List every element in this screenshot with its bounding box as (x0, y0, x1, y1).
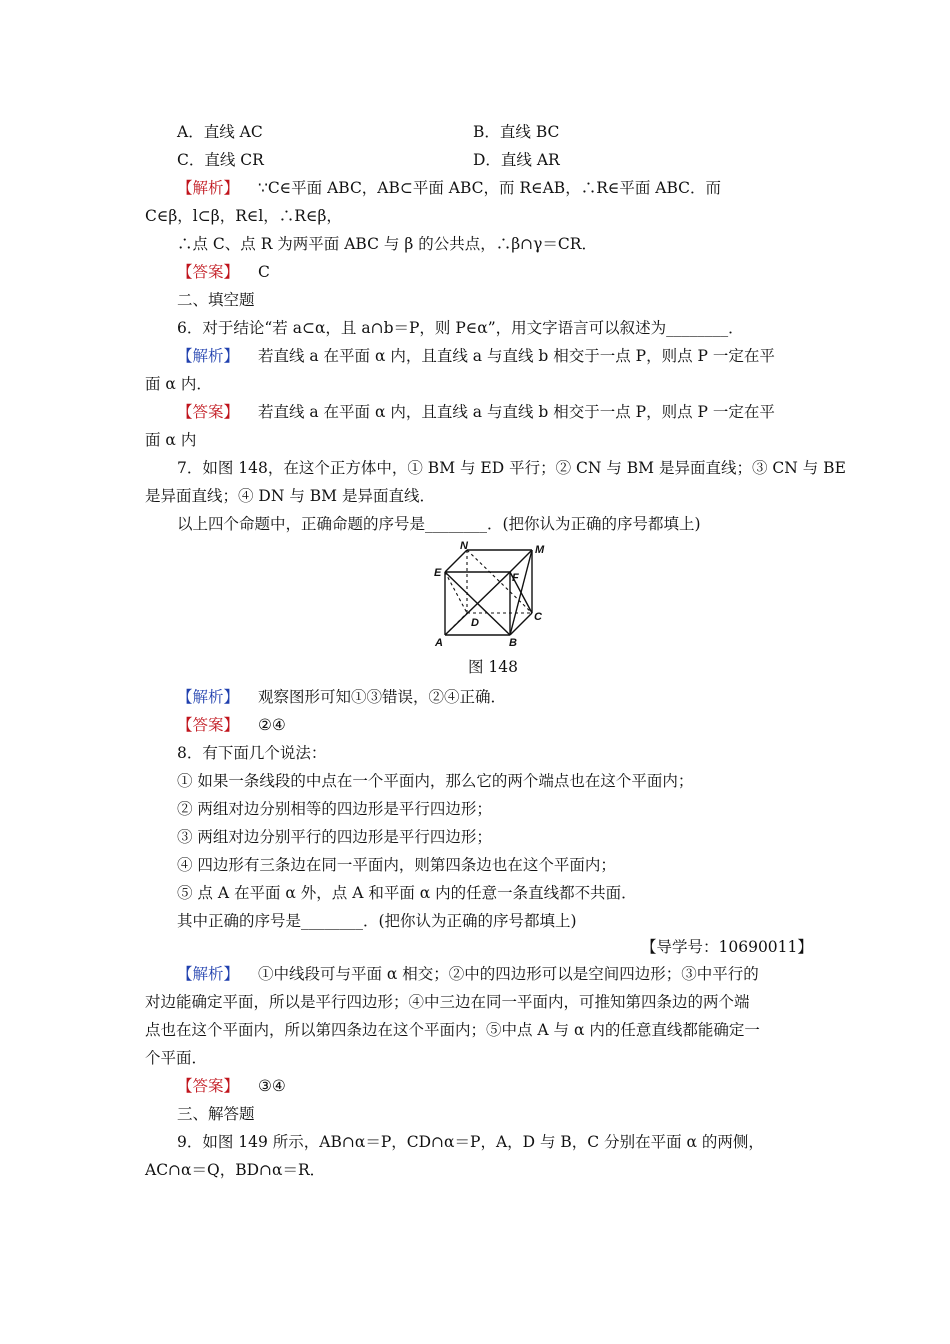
section-solve: 三、解答题 (177, 1105, 255, 1123)
analysis-5-cont2: ∴点 C、点 R 为两平面 ABC 与 β 的公共点，∴β∩γ＝CR． (177, 235, 597, 253)
question-9: 9．如图 149 所示，AB∩α＝P，CD∩α＝P，A，D 与 B，C 分别在平面 α 的两侧， (177, 1133, 764, 1151)
option-b: B．直线 BC (473, 123, 560, 141)
analysis-8 (177, 964, 759, 984)
answer-tag: 【答案】 (177, 263, 240, 281)
cube-figure (433, 540, 551, 650)
answer-tag: 【答案】 (177, 1077, 240, 1095)
answer-6 (177, 402, 775, 422)
analysis-text: 观察图形可知①③错误，②④正确． (257, 688, 506, 706)
analysis-8-cont: 对边能确定平面，所以是平行四边形；④中三边在同一平面内，可推知第四条边的两个端 (145, 993, 750, 1011)
analysis-tag: 【解析】 (177, 965, 240, 983)
answer-7 (177, 715, 286, 735)
statement-1: ① 如果一条线段的中点在一个平面内，那么它的两个端点也在这个平面内； (177, 772, 694, 790)
vertex-label-M: M (535, 544, 545, 556)
answer-text: ③④ (257, 1077, 286, 1095)
analysis-text: ∵C∈平面 ABC，AB⊂平面 ABC，而 R∈AB，∴R∈平面 ABC．而 (257, 179, 721, 197)
vertex-label-D: D (471, 617, 479, 629)
analysis-8-cont2: 点也在这个平面内，所以第四条边在这个平面内；⑤中点 A 与 α 内的任意直线都能确定一 (145, 1021, 760, 1039)
vertex-label-F: F (512, 572, 519, 584)
vertex-label-E: E (434, 567, 442, 579)
answer-text: C (257, 263, 270, 281)
statement-4: ④ 四边形有三条边在同一平面内，则第四条边也在这个平面内； (177, 856, 616, 874)
section-fill-blank: 二、填空题 (177, 291, 255, 309)
vertex-label-C: C (534, 611, 542, 623)
analysis-8-cont3: 个平面． (145, 1049, 208, 1067)
statement-3: ③ 两组对边分别平行的四边形是平行四边形； (177, 828, 492, 846)
answer-text: ②④ (257, 716, 286, 734)
statement-2: ② 两组对边分别相等的四边形是平行四边形； (177, 800, 492, 818)
answer-8 (177, 1076, 286, 1096)
vertex-label-A: A (435, 637, 443, 649)
analysis-tag: 【解析】 (177, 179, 240, 197)
analysis-text: ①中线段可与平面 α 相交；②中的四边形可以是空间四边形；③中平行的 (257, 965, 759, 983)
analysis-5-cont: C∈β，l⊂β，R∈l，∴R∈β， (145, 207, 342, 225)
answer-tag: 【答案】 (177, 403, 240, 421)
answer-tag: 【答案】 (177, 716, 240, 734)
question-7-ask: 以上四个命题中，正确命题的序号是________．(把你认为正确的序号都填上) (177, 515, 701, 533)
option-d: D．直线 AR (473, 151, 560, 169)
vertex-label-B: B (509, 637, 517, 649)
analysis-6 (177, 346, 775, 366)
question-8-ask: 其中正确的序号是________．(把你认为正确的序号都填上) (177, 912, 577, 930)
answer-5 (177, 262, 270, 282)
analysis-text: 若直线 a 在平面 α 内，且直线 a 与直线 b 相交于一点 P，则点 P 一定在平 (257, 347, 775, 365)
question-8: 8．有下面几个说法： (177, 744, 327, 762)
statement-5: ⑤ 点 A 在平面 α 外，点 A 和平面 α 内的任意一条直线都不共面． (177, 884, 637, 902)
analysis-7 (177, 687, 506, 707)
guide-number: 【导学号：10690011】 (641, 938, 813, 956)
option-c: C．直线 CR (177, 151, 264, 169)
analysis-5 (177, 178, 721, 198)
question-9-cont: AC∩α＝Q，BD∩α＝R． (145, 1161, 326, 1179)
question-6: 6．对于结论“若 a⊂α，且 a∩b＝P，则 P∈α”，用文字语言可以叙述为________． (177, 319, 744, 337)
answer-text: 若直线 a 在平面 α 内，且直线 a 与直线 b 相交于一点 P，则点 P 一定在平 (257, 403, 775, 421)
figure-caption: 图 148 (468, 658, 519, 676)
analysis-tag: 【解析】 (177, 688, 240, 706)
vertex-label-N: N (460, 540, 468, 552)
analysis-6-cont: 面 α 内． (145, 375, 212, 393)
question-7-cont: 是异面直线；④ DN 与 BM 是异面直线． (145, 487, 435, 505)
answer-6-cont: 面 α 内 (145, 431, 197, 449)
question-7: 7．如图 148，在这个正方体中，① BM 与 ED 平行；② CN 与 BM 是异面直线；③ CN 与 BE (177, 459, 846, 477)
analysis-tag: 【解析】 (177, 347, 240, 365)
option-a: A．直线 AC (177, 123, 263, 141)
